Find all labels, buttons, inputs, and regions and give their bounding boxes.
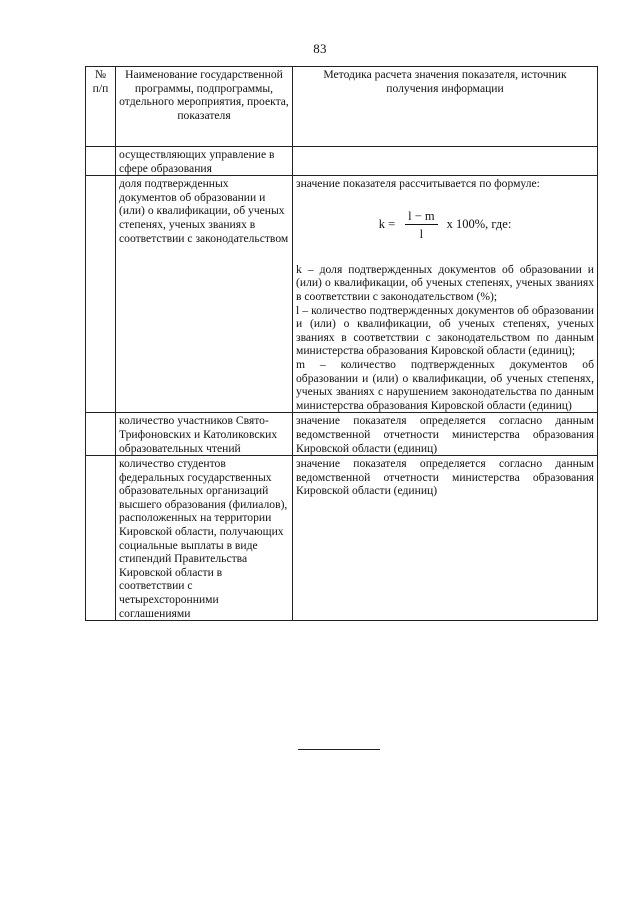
table-row: [86, 413, 598, 456]
row-number: [86, 413, 116, 456]
indicator-method: [293, 147, 598, 176]
indicator-method: значение показателя определяется согласно данным ведомственной отчетности министерства образования Кировской области (единиц): [293, 413, 598, 456]
header-method: Методика расчета значения показателя, источник получения информации: [293, 67, 598, 147]
formula-intro: значение показателя рассчитывается по формуле:: [296, 177, 540, 191]
formula-denominator: l: [419, 226, 424, 241]
formula-lhs: k =: [378, 216, 396, 231]
table-row: [86, 456, 598, 621]
footer-rule: [298, 749, 380, 750]
table-header-row: [86, 67, 598, 147]
row-number: [86, 147, 116, 176]
indicators-table: [85, 66, 598, 621]
indicator-method: [293, 176, 598, 413]
indicator-name: доля подтвержденных документов об образовании и (или) о квалификации, об ученых степенях, ученых званиях в соответствии с законодательством: [116, 176, 293, 413]
header-name: Наименование государственной программы, подпрограммы, отдельного мероприятия, проекта, показателя: [116, 67, 293, 147]
formula-rhs: x 100%, где:: [446, 216, 512, 231]
table-row: [86, 176, 598, 413]
formula: [296, 209, 594, 241]
row-number: [86, 176, 116, 413]
definition-l: l – количество подтвержденных документов об образовании и (или) о квалификации, об ученых степенях, ученых званиях в соответствии с законодательством по данным министерства образования Кировской области (единиц);: [296, 303, 594, 358]
table-row: [86, 147, 598, 176]
definition-k: k – доля подтвержденных документов об образовании и (или) о квалификации, об ученых степенях, ученых званиях в соответствии с законодательством (%);: [296, 262, 594, 303]
row-number: [86, 456, 116, 621]
indicator-name: количество студентов федеральных государственных образовательных организаций высшего образования (филиалов), расположенных на территории Кировской области, получающих социальные выплаты в виде стипендий Правительства Кировской области в соответствии с четырехсторонними соглашениями: [116, 456, 293, 621]
definition-m: m – количество подтвержденных документов об образовании и (или) о квалификации, об ученых степенях, ученых званиях с нарушением законодательства по данным министерства образования Кировской области (единиц): [296, 357, 594, 412]
formula-numerator: l − m: [405, 209, 438, 225]
formula-fraction: [405, 209, 438, 241]
page-number: 83: [313, 41, 327, 56]
header-number: № п/п: [86, 67, 116, 147]
indicator-method: значение показателя определяется согласно данным ведомственной отчетности министерства образования Кировской области (единиц): [293, 456, 598, 621]
indicator-name: количество участников Свято-Трифоновских и Католиковских образовательных чтений: [116, 413, 293, 456]
indicator-name: осуществляющих управление в сфере образования: [116, 147, 293, 176]
